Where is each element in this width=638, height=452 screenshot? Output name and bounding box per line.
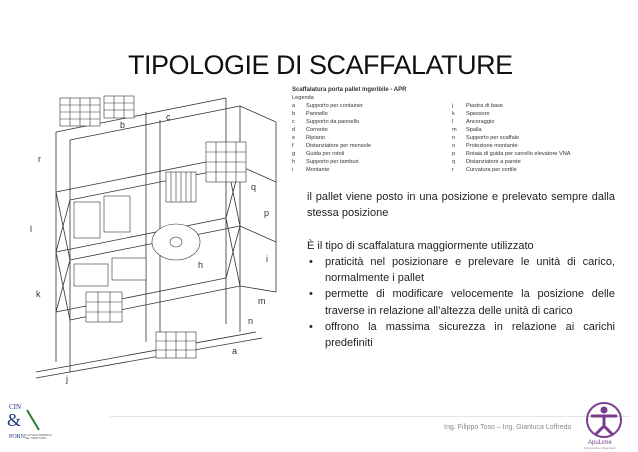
legend-item: r Curvatura per cortile bbox=[452, 167, 517, 173]
legend-item: k Spessore bbox=[452, 111, 490, 117]
legend-heading: Scaffalatura porta pallet ingeribile - APR bbox=[292, 87, 407, 93]
legend-item: a Supporto per container bbox=[292, 103, 363, 109]
slide-title: TIPOLOGIE DI SCAFFALATURE bbox=[128, 50, 513, 80]
legend-subheading: Legenda bbox=[292, 95, 314, 101]
cin-porn-logo bbox=[5, 400, 53, 450]
drawing-label: r bbox=[38, 154, 41, 164]
authors-credit: Ing. Filippo Toso – Ing. Gianluca Loffredo bbox=[444, 424, 572, 431]
svg-text:NEL TERRITORIO: NEL TERRITORIO bbox=[25, 437, 47, 440]
svg-text:&: & bbox=[7, 410, 22, 430]
lead-paragraph: È il tipo di scaffalatura maggiormente utilizzato bbox=[307, 239, 534, 252]
legend-right-column bbox=[452, 102, 612, 174]
drawing-label: k bbox=[36, 289, 41, 299]
svg-text:il formazione dipendenti: il formazione dipendenti bbox=[584, 446, 616, 450]
legend-item: n Supporto per scaffale bbox=[452, 135, 520, 141]
intro-paragraph: il pallet viene posto in una posizione e prelevato sempre dalla stessa posizione bbox=[307, 191, 615, 220]
bullet-list bbox=[307, 254, 615, 352]
legend-item: d Corrente bbox=[292, 127, 328, 133]
legend-item: p Rotaia di guida per carrello elevatore VNA bbox=[452, 151, 571, 157]
legend-item: i Montante bbox=[292, 167, 330, 173]
drawing-label: j bbox=[66, 374, 68, 384]
bullet-item: • praticità nel posizionare e prelevare le unità di carico, normalmente i pallet bbox=[307, 254, 615, 287]
drawing-label: i bbox=[266, 254, 268, 264]
drawing-label: p bbox=[264, 208, 270, 218]
drawing-label: c bbox=[166, 112, 171, 122]
drawing-label: m bbox=[258, 296, 266, 306]
legend-item: j Piastra di base bbox=[452, 103, 504, 109]
body-text bbox=[307, 189, 615, 352]
legend-item: h Supporto per tamburi bbox=[292, 159, 359, 165]
drawing-label: q bbox=[251, 182, 257, 192]
apulime-logo bbox=[578, 400, 630, 450]
drawing-label: n bbox=[248, 316, 254, 326]
bullet-item: • permette di modificare velocemente la posizione delle traverse in relazione all’altezza delle unità di carico bbox=[307, 286, 615, 319]
legend-item: o Protezione montante bbox=[452, 143, 518, 149]
legend-item: l Ancoraggio bbox=[452, 119, 495, 125]
footer-divider bbox=[110, 416, 630, 417]
legend-item: f Distanziatore per mensole bbox=[292, 143, 371, 149]
drawing-legend bbox=[292, 86, 622, 178]
legend-item: m Spalla bbox=[452, 127, 482, 133]
drawing-label: h bbox=[198, 260, 204, 270]
racking-drawing bbox=[26, 92, 292, 388]
svg-text:CIN: CIN bbox=[9, 403, 22, 411]
legend-item: e Ripiano bbox=[292, 135, 325, 141]
drawing-label: l bbox=[30, 224, 32, 234]
legend-item: g Guida per rotoli bbox=[292, 151, 345, 157]
legend-left-column bbox=[292, 102, 452, 174]
svg-text:CULTURA D'IMPRESA: CULTURA D'IMPRESA bbox=[25, 434, 52, 437]
legend-item: b Pannello bbox=[292, 111, 328, 117]
legend-item: c Supporto da pannello bbox=[292, 119, 360, 125]
legend-item: q Distanziatore a parete bbox=[452, 159, 521, 165]
drawing-label: a bbox=[232, 346, 238, 356]
bullet-item: • offrono la massima sicurezza in relazione ai carichi predefiniti bbox=[307, 319, 615, 352]
svg-text:PORN: PORN bbox=[9, 434, 26, 440]
svg-text:ApuLime: ApuLime bbox=[588, 440, 612, 446]
drawing-label: b bbox=[120, 120, 126, 130]
